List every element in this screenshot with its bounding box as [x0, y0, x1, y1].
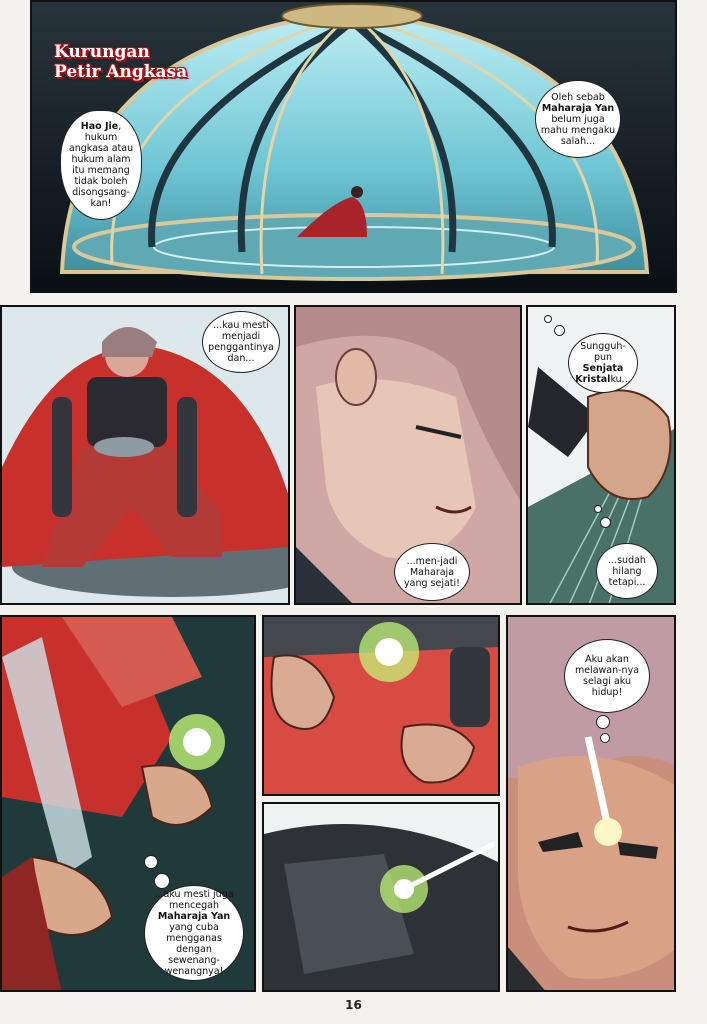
caption-line-1: Kurungan [54, 42, 150, 62]
thought-dot [596, 715, 610, 729]
panel-glowing-hand [0, 615, 256, 992]
bubble-name-hao-jie: Hao Jie [80, 121, 119, 132]
speech-bubble-left [60, 110, 142, 220]
bubble-text-pre: Sungguh-pun [580, 341, 626, 363]
caption-line-2: Petir Angkasa [54, 62, 188, 82]
thought-dot [554, 325, 565, 336]
thought-bubble [144, 885, 244, 981]
thought-dot [600, 517, 611, 528]
panel-caption [54, 42, 187, 82]
bubble-text-post: ku... [610, 374, 631, 385]
thought-dot [154, 873, 170, 889]
panel-dome [30, 0, 677, 293]
panel-determined-face [506, 615, 676, 992]
bubble-name-maharaja-yan: Maharaja Yan [157, 911, 231, 922]
thought-bubble-bottom: ...sudah hilang tetapi... [596, 543, 658, 599]
speech-bubble: Aku akan melawan-nya selagi aku hidup! [564, 639, 650, 713]
panel-face-closeup [294, 305, 522, 605]
bubble-name-maharaja-yan: Maharaja Yan [541, 102, 615, 114]
thought-dot [594, 505, 602, 513]
thought-dot [544, 315, 552, 323]
thought-bubble-top [568, 333, 638, 393]
panel-armor-shoulder [262, 802, 500, 992]
speech-bubble: ...kau mesti menjadi penggantinya dan... [202, 311, 280, 373]
bubble-text-pre: ...aku mesti juga mencegah [154, 889, 234, 911]
speech-bubble: ...men-jadi Maharaja yang sejati! [394, 543, 470, 601]
bubble-text: , hukum angkasa atau hukum alam itu memang tidak boleh disongsang-kan! [68, 121, 134, 209]
bubble-text-post: yang cuba mengganas dengan sewenang-wenangnya! [164, 922, 224, 977]
thought-dot [144, 855, 158, 869]
bubble-text-pre: Oleh sebab [551, 91, 605, 103]
bubble-text-post: belum juga mahu mengaku salah... [540, 113, 616, 147]
page-number: 16 [345, 998, 362, 1012]
armor-shoulder-illustration [264, 804, 500, 992]
chest-crystal-illustration [264, 617, 500, 796]
bubble-name-senjata-kristal: Senjata Kristal [575, 363, 624, 385]
panel-fist [526, 305, 676, 605]
speech-bubble-right [535, 80, 621, 158]
thought-dot [600, 733, 610, 743]
panel-kneeling-hero [0, 305, 290, 605]
panel-chest-crystal [262, 615, 500, 796]
